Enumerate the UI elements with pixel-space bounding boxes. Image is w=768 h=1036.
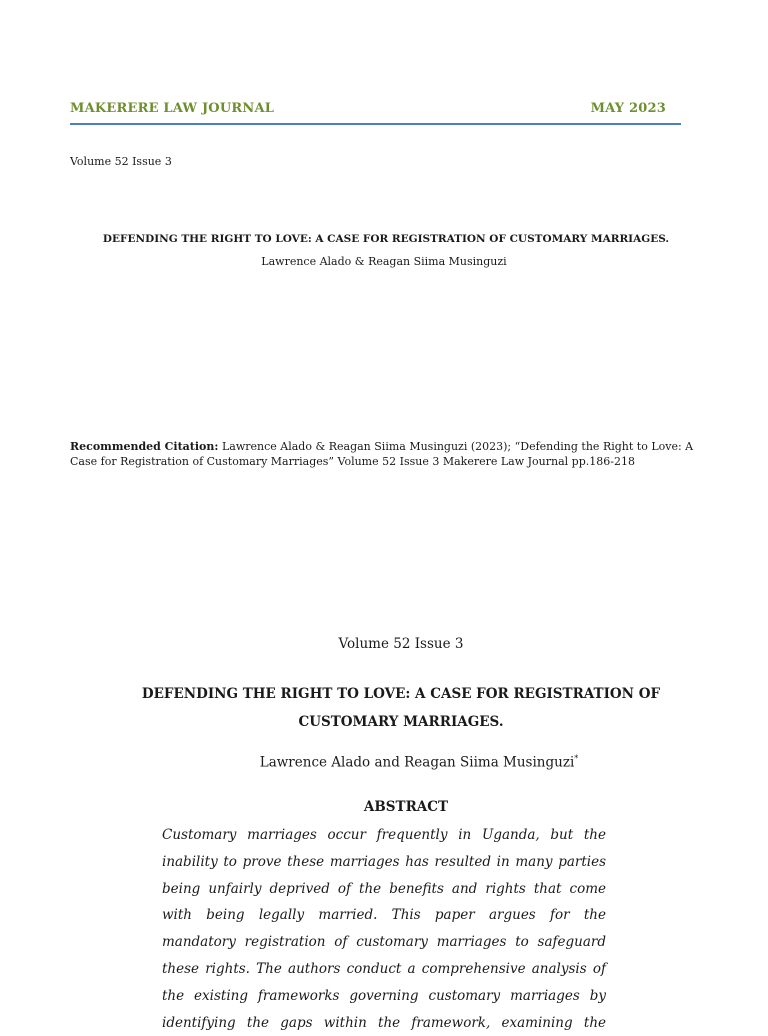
abstract-line: mandatory registration of customary marriages to safeguard <box>162 934 606 951</box>
abstract-line: Customary marriages occur frequently in Uganda, but the <box>162 827 606 843</box>
article-title <box>120 680 682 736</box>
journal-header <box>70 101 681 125</box>
abstract-line: with being legally married. This paper argues for the <box>162 907 606 924</box>
citation-label: Recommended Citation: <box>70 440 219 453</box>
article-title-line-2: CUSTOMARY MARRIAGES. <box>298 714 504 730</box>
abstract-line: inability to prove these marriages has resulted in many parties <box>162 853 606 870</box>
abstract-line: identifying the gaps within the framework, examining the <box>162 1014 606 1031</box>
cover-authors: Lawrence Alado & Reagan Siima Musinguzi <box>261 255 507 268</box>
recommended-citation <box>70 439 700 469</box>
article-volume: Volume 52 Issue 3 <box>338 636 464 652</box>
abstract-body <box>162 822 606 1036</box>
journal-date: MAY 2023 <box>590 101 666 116</box>
cover-volume: Volume 52 Issue 3 <box>70 155 172 168</box>
author-footnote-mark: * <box>574 754 579 763</box>
article-title-line-1: DEFENDING THE RIGHT TO LOVE: A CASE FOR REGISTRATION OF <box>141 686 661 702</box>
article-authors-names: Lawrence Alado and Reagan Siima Musinguzi <box>259 754 575 771</box>
abstract-line: the existing frameworks governing customary marriages by <box>162 987 606 1004</box>
cover-title: DEFENDING THE RIGHT TO LOVE: A CASE FOR REGISTRATION OF CUSTOMARY MARRIAGES. <box>102 233 670 245</box>
journal-name: MAKERERE LAW JOURNAL <box>70 101 275 116</box>
article-authors <box>0 754 768 771</box>
abstract-line: these rights. The authors conduct a comprehensive analysis of <box>162 960 606 977</box>
citation-text: Lawrence Alado & Reagan Siima Musinguzi (2023); “Defending the Right to Love: A Case for Registration of Customary Marriages” Volume 52 Issue 3 Makerere Law Journal pp.186-218 <box>70 440 694 468</box>
abstract-line: being unfairly deprived of the benefits and rights that come <box>162 880 606 897</box>
abstract-heading: ABSTRACT <box>363 799 449 815</box>
